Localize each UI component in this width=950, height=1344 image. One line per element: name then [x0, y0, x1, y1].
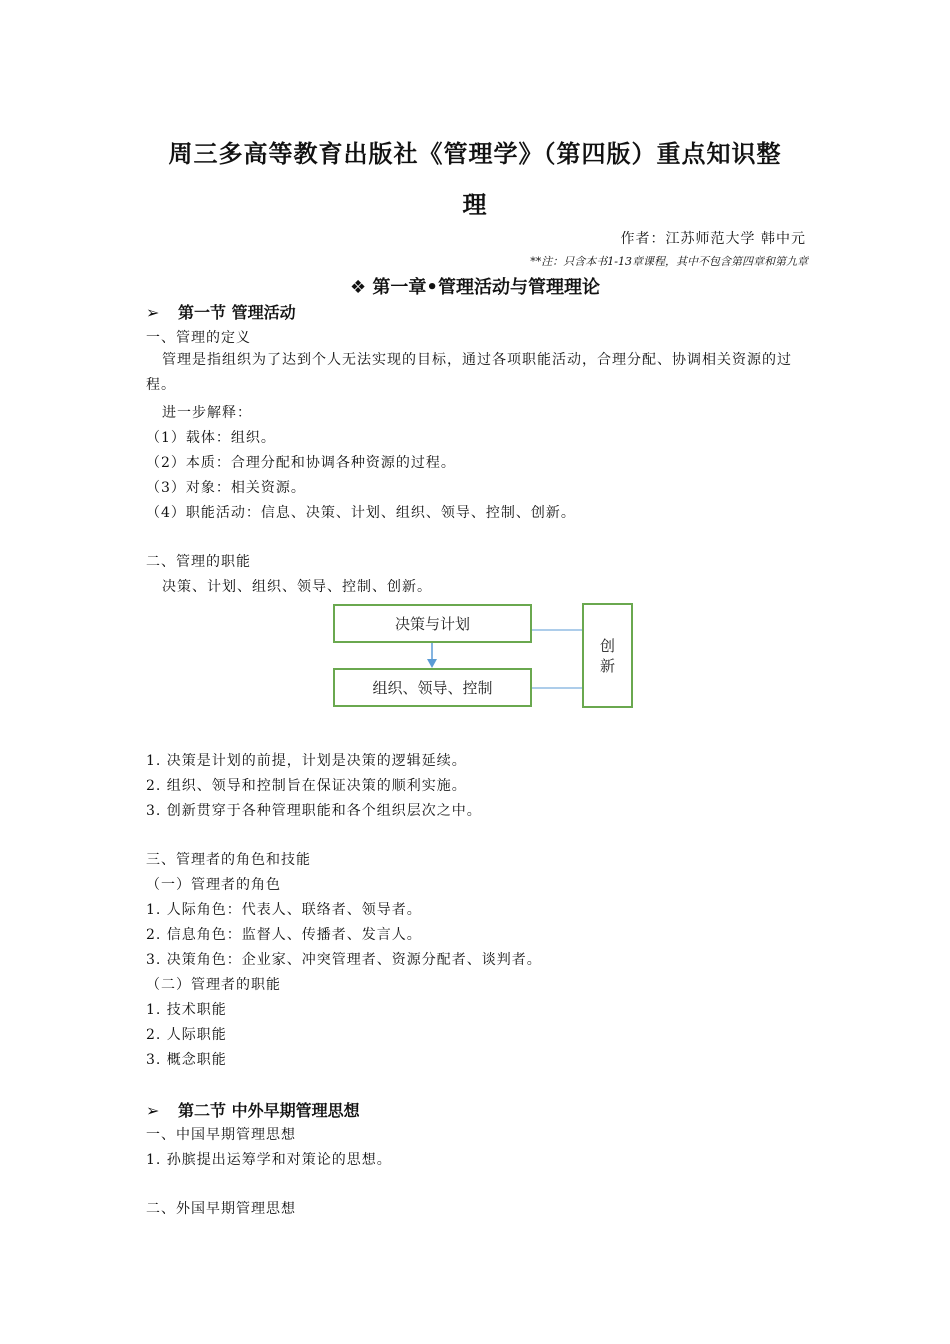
functions-heading: 二、管理的职能 [146, 554, 251, 570]
skill-item: 1. 技术职能 [146, 1002, 227, 1018]
china-item: 1. 孙膑提出运筹学和对策论的思想。 [146, 1152, 392, 1168]
section-title: 第一节 管理活动 [178, 303, 296, 322]
arrowhead-icon [427, 659, 437, 668]
document-title-line2: 理 [462, 191, 488, 219]
definition-item: （1）载体：组织。 [146, 430, 276, 446]
document-title-line1: 周三多高等教育出版社《管理学》（第四版）重点知识整 [168, 140, 782, 168]
china-heading: 一、中国早期管理思想 [146, 1127, 296, 1143]
definition-item: （3）对象：相关资源。 [146, 480, 306, 496]
definition-item: （4）职能活动：信息、决策、计划、组织、领导、控制、创新。 [146, 505, 576, 521]
functions-list: 决策、计划、组织、领导、控制、创新。 [162, 579, 432, 595]
diagram-box-innovation: 创 新 [582, 603, 633, 708]
roles-subheading: （一）管理者的角色 [146, 877, 281, 893]
function-point: 2. 组织、领导和控制旨在保证决策的顺利实施。 [146, 778, 467, 794]
further-explanation: 进一步解释： [162, 405, 252, 421]
definition-heading: 一、管理的定义 [146, 330, 251, 346]
skill-item: 3. 概念职能 [146, 1052, 227, 1068]
diagram-box-organize-lead-control: 组织、领导、控制 [333, 668, 532, 707]
role-item: 2. 信息角色：监督人、传播者、发言人。 [146, 927, 422, 943]
definition-item: （2）本质：合理分配和协调各种资源的过程。 [146, 455, 456, 471]
foreign-heading: 二、外国早期管理思想 [146, 1201, 296, 1217]
scope-note: **注：只含本书1-13章课程，其中不包含第四章和第九章 [530, 255, 808, 268]
skills-subheading: （二）管理者的职能 [146, 977, 281, 993]
role-item: 1. 人际角色：代表人、联络者、领导者。 [146, 902, 422, 918]
author-line: 作者：江苏师范大学 韩中元 [620, 231, 806, 247]
section-heading-2 [146, 1098, 360, 1121]
roles-heading: 三、管理者的角色和技能 [146, 852, 311, 868]
arrow-bullet-icon: ➢ [146, 1101, 160, 1120]
function-point: 1. 决策是计划的前提，计划是决策的逻辑延续。 [146, 753, 467, 769]
chapter-heading: ❖ 第一章•管理活动与管理理论 [350, 277, 600, 298]
arrow-bullet-icon: ➢ [146, 303, 160, 322]
skill-item: 2. 人际职能 [146, 1027, 227, 1043]
role-item: 3. 决策角色：企业家、冲突管理者、资源分配者、谈判者。 [146, 952, 542, 968]
function-point: 3. 创新贯穿于各种管理职能和各个组织层次之中。 [146, 803, 482, 819]
diagram-box-decision-plan: 决策与计划 [333, 604, 532, 643]
definition-body: 管理是指组织为了达到个人无法实现的目标，通过各项职能活动，合理分配、协调相关资源的过程。 [146, 352, 792, 393]
section-title: 第二节 中外早期管理思想 [178, 1101, 360, 1120]
